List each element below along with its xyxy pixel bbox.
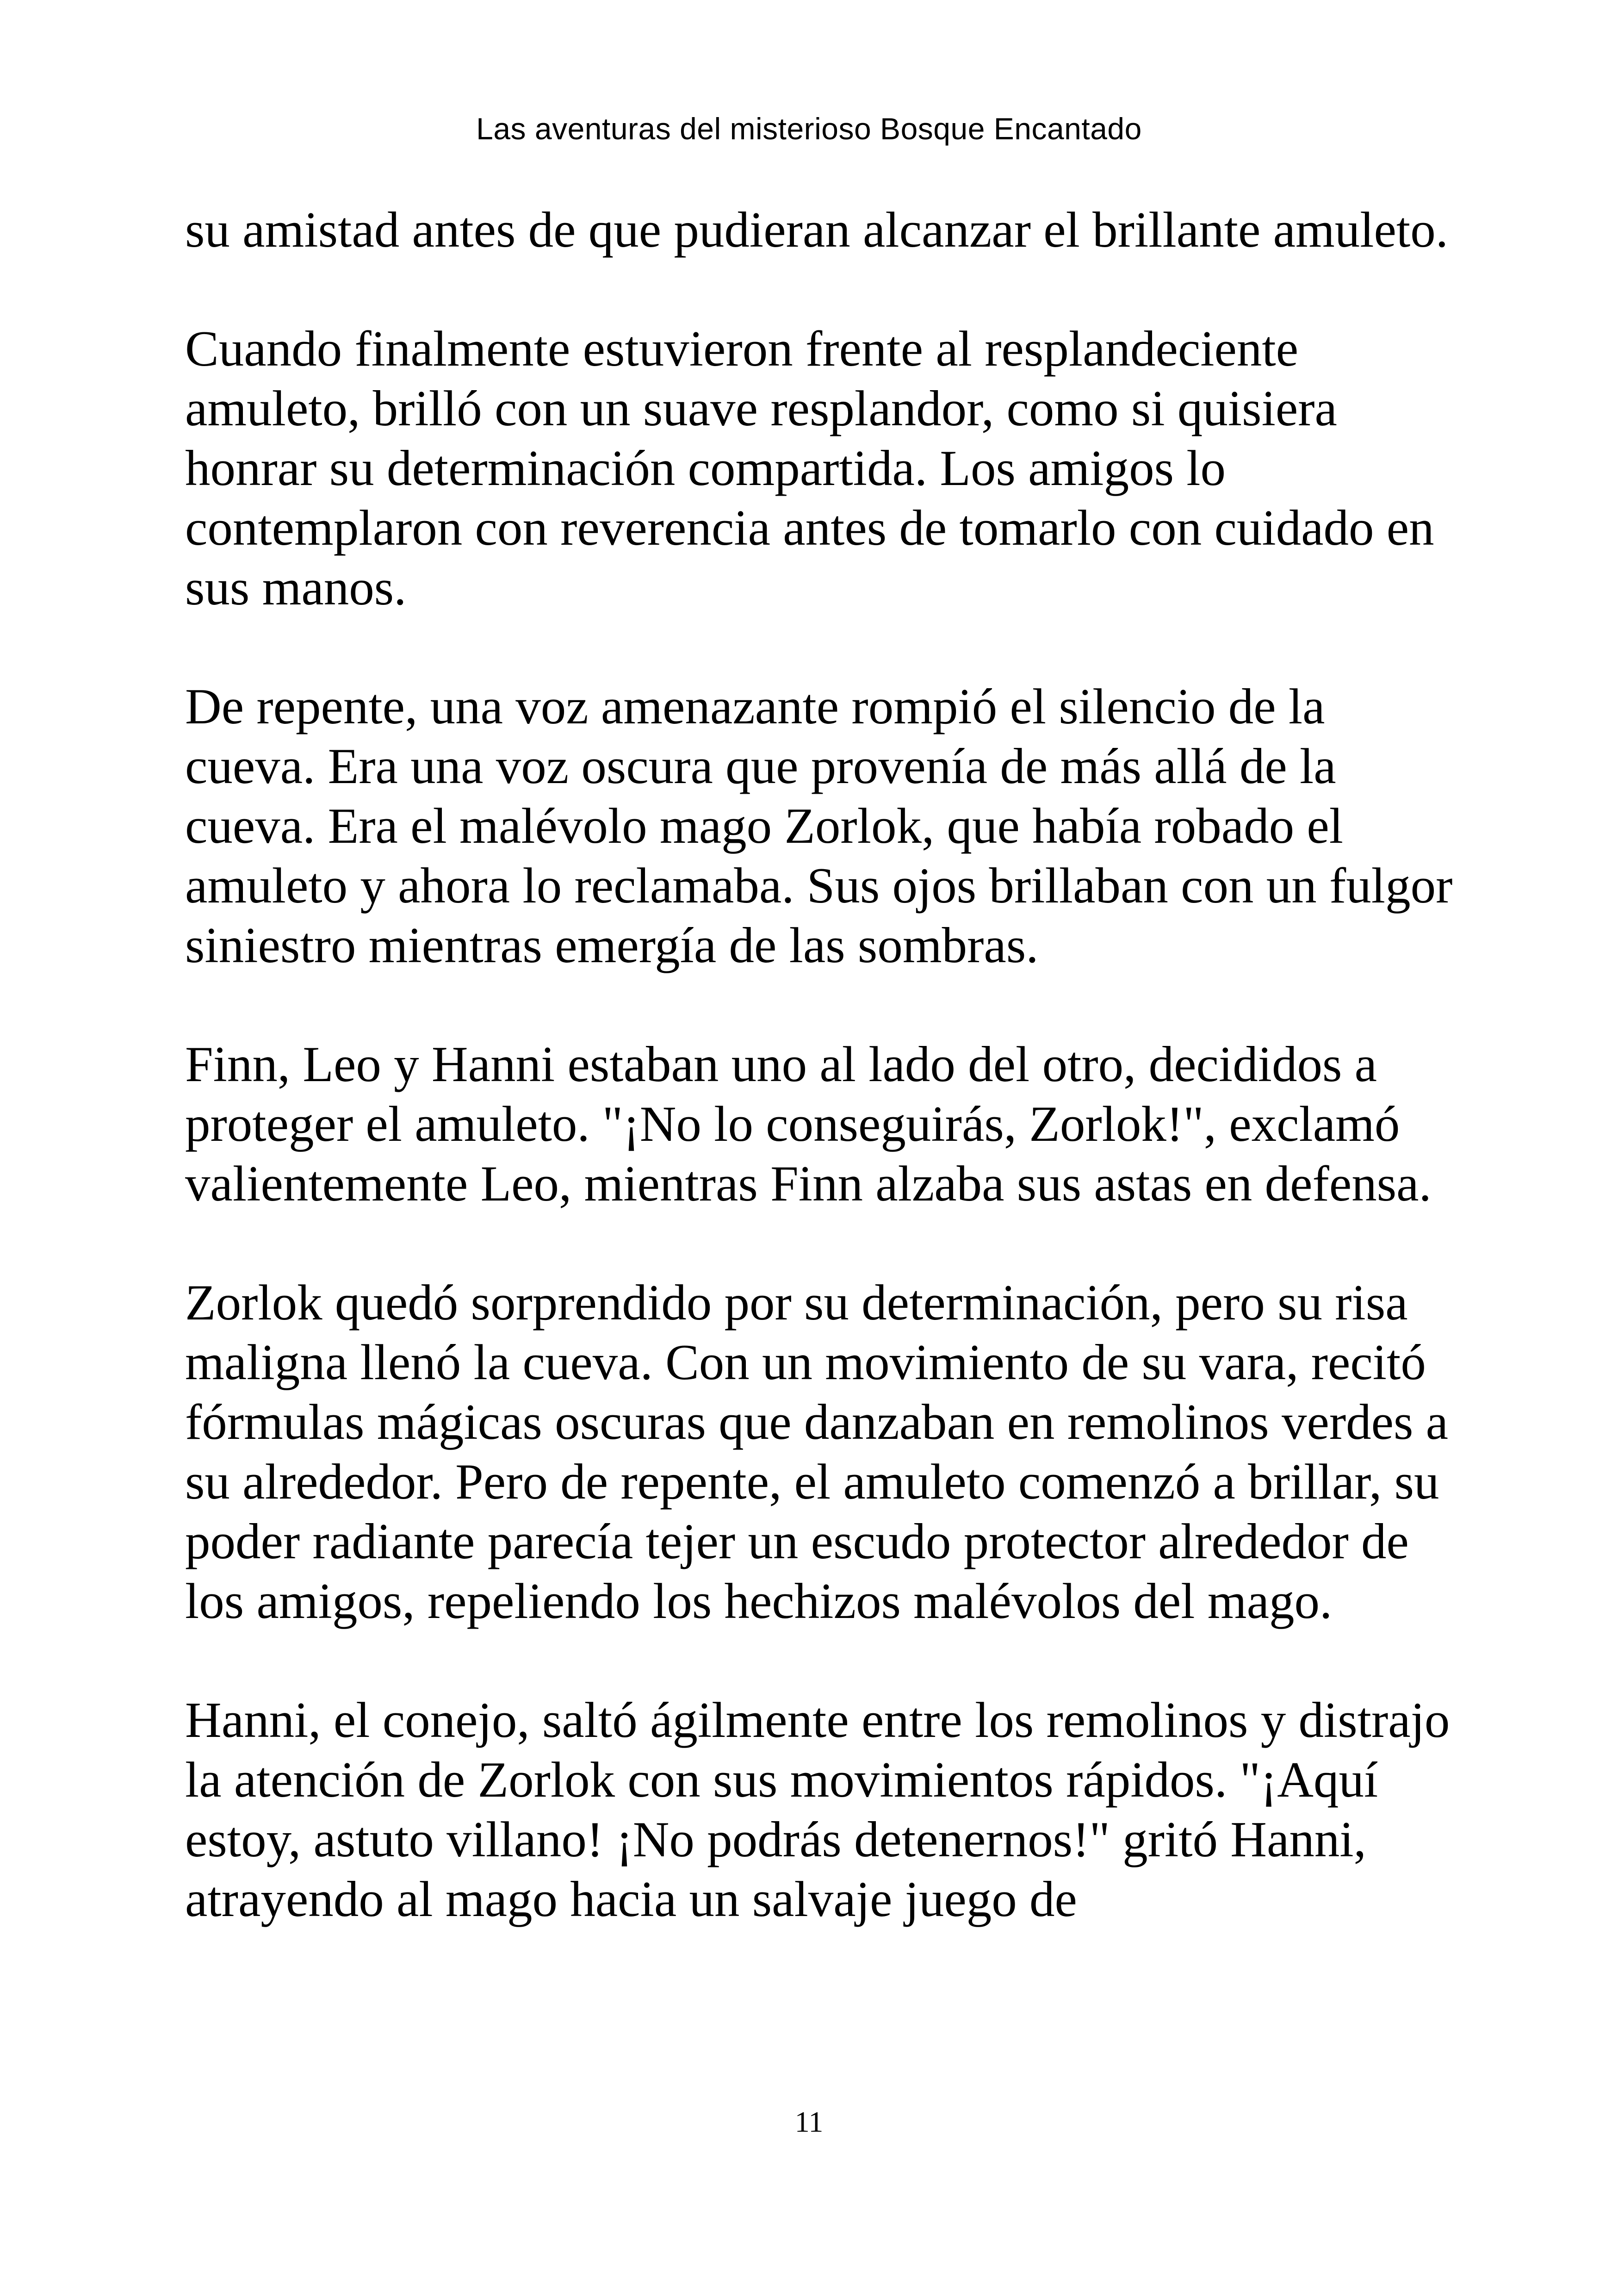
paragraph: De repente, una voz amenazante rompió el silencio de la cueva. Era una voz oscura que provenía de más allá de la cueva. Era el malévolo mago Zorlok, que había robado el amuleto y ahora lo reclamaba. Sus ojos brillaban con un fulgor siniestro mientras emergía de las sombras. [185, 678, 1453, 973]
paragraph: Hanni, el conejo, saltó ágilmente entre los remolinos y distrajo la atención de Zorlok con sus movimientos rápidos. "¡Aquí estoy, astuto villano! ¡No podrás detenernos!" gritó Hanni, atrayendo al mago hacia un salvaje juego de [185, 1692, 1450, 1927]
running-header: Las aventuras del misterioso Bosque Encantado [476, 112, 1142, 146]
paragraph: Cuando finalmente estuvieron frente al resplandeciente amuleto, brilló con un suave resplandor, como si quisiera honrar su determinación compartida. Los amigos lo contemplaron con reverencia antes de tomarlo con cuidado en sus manos. [185, 321, 1434, 616]
page-body [185, 200, 1462, 1929]
paragraph: Finn, Leo y Hanni estaban uno al lado del otro, decididos a proteger el amuleto. "¡No lo conseguirás, Zorlok!", exclamó valientemente Leo, mientras Finn alzaba sus astas en defensa. [185, 1036, 1432, 1212]
paragraph: Zorlok quedó sorprendido por su determinación, pero su risa maligna llenó la cueva. Con un movimiento de su vara, recitó fórmulas mágicas oscuras que danzaban en remolinos verdes a su alrededor. Pero de repente, el amuleto comenzó a brillar, su poder radiante parecía tejer un escudo protector alrededor de los amigos, repeliendo los hechizos malévolos del mago. [185, 1275, 1449, 1629]
page-number: 11 [794, 2105, 824, 2138]
paragraph: su amistad antes de que pudieran alcanzar el brillante amuleto. [185, 202, 1448, 258]
